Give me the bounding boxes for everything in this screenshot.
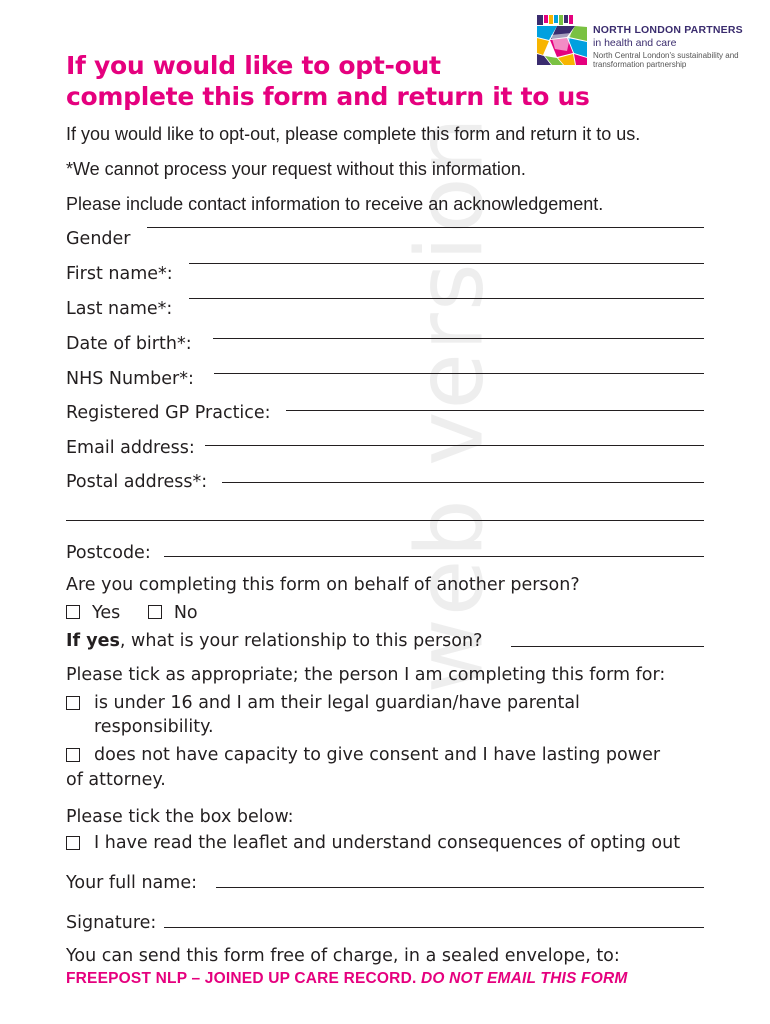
web-version-watermark: web version [396,115,504,694]
behalf-question: Are you completing this form on behalf of another person? [66,575,580,595]
first-name-label: First name*: [66,264,173,284]
confirm-statement: I have read the leaflet and understand consequences of opting out [94,833,681,853]
under-16-checkbox[interactable] [66,696,80,710]
tick-intro: Please tick as appropriate; the person I am completing this form for: [66,665,666,685]
logo-tagline: North Central London's sustainability and transformation partnership [593,51,739,69]
postal-address-field-line-2[interactable] [66,520,704,521]
postal-address-field[interactable] [222,482,704,483]
freepost-address [66,970,627,988]
intro-line-2: *We cannot process your request without this information. [66,159,526,179]
confirm-intro: Please tick the box below: [66,807,294,827]
if-yes-label: If yes [66,631,120,651]
no-label: No [173,603,198,623]
postcode-label: Postcode: [66,543,151,563]
gender-field[interactable] [147,227,704,228]
title-line-1: If you would like to opt-out [66,51,441,80]
nhs-number-label: NHS Number*: [66,369,194,389]
gp-practice-field[interactable] [286,410,704,411]
dob-field[interactable] [213,338,704,339]
postal-address-label: Postal address*: [66,472,208,492]
under-16-text-line-1: is under 16 and I am their legal guardian/have parental [94,693,580,713]
logo-subtitle: in health and care [593,37,677,49]
no-capacity-text-line-1: does not have capacity to give consent and I have lasting power [94,745,661,765]
full-name-field[interactable] [216,887,704,888]
last-name-field[interactable] [189,298,704,299]
postcode-field[interactable] [164,556,704,557]
page-title [66,50,590,112]
behalf-options [66,602,198,624]
intro-line-3: Please include contact information to receive an acknowledgement. [66,194,604,214]
no-capacity-checkbox[interactable] [66,748,80,762]
freepost-text: FREEPOST NLP – JOINED UP CARE RECORD. [66,970,417,987]
do-not-email-warning: DO NOT EMAIL THIS FORM [421,970,628,987]
yes-label: Yes [92,603,121,623]
logo-title: NORTH LONDON PARTNERS [593,24,743,36]
dob-label: Date of birth*: [66,334,192,354]
no-capacity-text-line-2: of attorney. [66,770,166,790]
send-instructions: You can send this form free of charge, in a sealed envelope, to: [66,946,620,966]
gp-practice-label: Registered GP Practice: [66,403,271,423]
signature-label: Signature: [66,913,157,933]
no-checkbox[interactable] [148,605,162,619]
relationship-text: , what is your relationship to this person? [119,631,483,651]
signature-field[interactable] [164,927,704,928]
relationship-question [66,630,482,652]
under-16-text-line-2: responsibility. [94,717,214,737]
last-name-label: Last name*: [66,299,173,319]
relationship-field[interactable] [511,646,704,647]
confirm-checkbox[interactable] [66,836,80,850]
yes-checkbox[interactable] [66,605,80,619]
nhs-number-field[interactable] [214,373,704,374]
gender-label: Gender [66,229,131,249]
full-name-label: Your full name: [66,873,197,893]
title-line-2: complete this form and return it to us [66,82,590,111]
email-field[interactable] [205,445,704,446]
email-label: Email address: [66,438,195,458]
intro-line-1: If you would like to opt-out, please complete this form and return it to us. [66,124,641,144]
first-name-field[interactable] [189,263,704,264]
